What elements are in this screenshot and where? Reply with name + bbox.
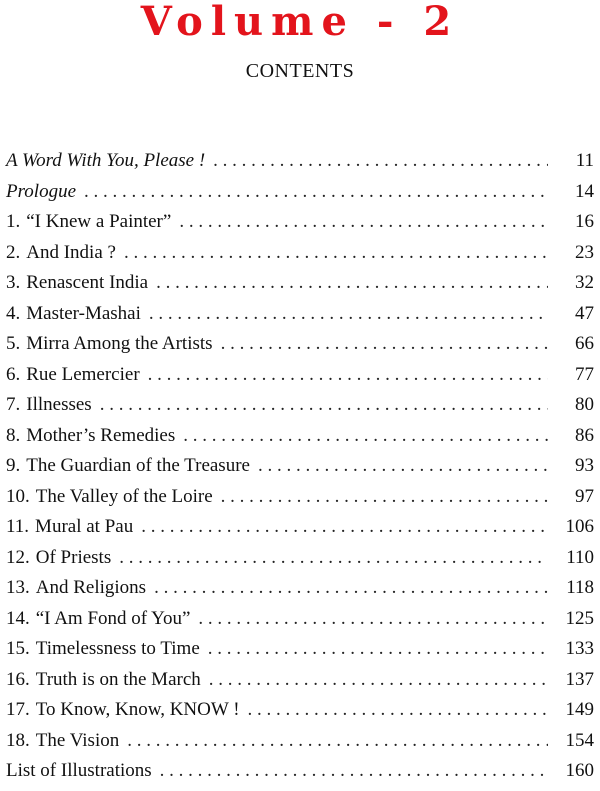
- toc-entry: [6, 272, 594, 303]
- toc-entry-title: And India ?: [26, 241, 116, 263]
- dot-leader: [221, 333, 548, 355]
- toc-entry-number: 14.: [6, 607, 30, 629]
- toc-entry-page: 149: [565, 699, 594, 720]
- toc-entry-page: 93: [575, 455, 594, 476]
- dot-leader: [183, 425, 548, 447]
- toc-entry-page: 47: [575, 302, 594, 324]
- toc-entry-page: 106: [565, 516, 594, 537]
- toc-entry: [6, 333, 594, 364]
- dot-leader: [148, 364, 548, 386]
- toc-entry-number: 3.: [6, 272, 21, 293]
- toc-entry-number: 1.: [6, 211, 21, 232]
- toc-entry-number: 13.: [6, 577, 30, 598]
- toc-entry-number: 9.: [6, 455, 21, 476]
- toc-entry: [6, 730, 594, 761]
- dot-leader: [209, 669, 548, 691]
- toc-entry-number: 16.: [6, 668, 30, 690]
- dot-leader: [248, 699, 548, 721]
- toc-entry: [6, 150, 594, 181]
- toc-entry: [6, 699, 594, 730]
- toc-entry: [6, 760, 594, 791]
- toc-entry-title: The Valley of the Loire: [35, 485, 213, 507]
- toc-entry-number: 4.: [6, 302, 21, 324]
- toc-entry-page: 154: [565, 729, 594, 751]
- volume-title: Volume - 2: [140, 0, 460, 45]
- toc-entry-page: 32: [575, 272, 594, 293]
- toc-entry: [6, 669, 594, 700]
- dot-leader: [100, 394, 548, 416]
- toc-entry-page: 14: [575, 180, 594, 202]
- toc-entry-number: 7.: [6, 394, 21, 415]
- toc-entry-number: 15.: [6, 638, 30, 659]
- toc-entry-title: “I Knew a Painter”: [26, 211, 172, 232]
- toc-entry-title: To Know, Know, KNOW !: [35, 699, 240, 720]
- toc-entry-page: 23: [575, 241, 594, 263]
- dot-leader: [179, 211, 548, 233]
- toc-entry-number: 5.: [6, 333, 21, 354]
- toc-entry-page: 125: [565, 607, 594, 629]
- toc-entry-title: Truth is on the March: [35, 668, 201, 690]
- toc-entry: [6, 425, 594, 456]
- toc-entry-title: “I Am Fond of You”: [35, 607, 191, 629]
- toc-entry-title: Illnesses: [26, 394, 92, 415]
- toc-entry-page: 11: [575, 150, 594, 171]
- dot-leader: [221, 486, 548, 508]
- toc-entry-number: 12.: [6, 546, 30, 568]
- toc-entry: [6, 608, 594, 639]
- toc-entry-title: Renascent India: [26, 272, 149, 293]
- dot-leader: [141, 516, 548, 538]
- toc-entry-number: 11.: [6, 516, 30, 537]
- table-of-contents: [6, 150, 594, 791]
- toc-entry-title: Mirra Among the Artists: [26, 333, 213, 354]
- dot-leader: [258, 455, 548, 477]
- dot-leader: [154, 577, 548, 599]
- toc-entry-number: 17.: [6, 699, 30, 720]
- dot-leader: [127, 730, 548, 752]
- dot-leader: [156, 272, 548, 294]
- dot-leader: [198, 608, 548, 630]
- toc-entry-number: 6.: [6, 363, 21, 385]
- toc-entry-page: 110: [566, 546, 594, 568]
- toc-entry: [6, 394, 594, 425]
- toc-entry-title: Rue Lemercier: [26, 363, 140, 385]
- toc-entry-title: Master-Mashai: [26, 302, 141, 324]
- toc-entry-title: The Guardian of the Treasure: [26, 455, 250, 476]
- toc-entry-number: 18.: [6, 729, 30, 751]
- toc-entry-title: Of Priests: [35, 546, 112, 568]
- dot-leader: [124, 242, 548, 264]
- toc-entry: [6, 638, 594, 669]
- toc-entry-page: 66: [575, 333, 594, 354]
- toc-entry-page: 97: [575, 485, 594, 507]
- toc-entry-title: Prologue: [6, 180, 77, 202]
- toc-entry: [6, 211, 594, 242]
- toc-entry-title: Timelessness to Time: [35, 638, 200, 659]
- contents-heading: CONTENTS: [245, 60, 355, 82]
- toc-entry-page: 137: [565, 668, 594, 690]
- toc-entry-title: Mother’s Remedies: [26, 424, 176, 446]
- toc-entry-number: 2.: [6, 241, 21, 263]
- toc-entry: [6, 364, 594, 395]
- toc-entry: [6, 486, 594, 517]
- toc-entry: [6, 577, 594, 608]
- toc-entry-title: List of Illustrations: [6, 760, 152, 781]
- toc-entry-page: 16: [575, 211, 594, 232]
- toc-entry: [6, 455, 594, 486]
- toc-entry-number: 10.: [6, 485, 30, 507]
- toc-entry-page: 77: [575, 363, 594, 385]
- dot-leader: [208, 638, 548, 660]
- toc-entry: [6, 303, 594, 334]
- toc-entry-page: 80: [575, 394, 594, 415]
- dot-leader: [119, 547, 548, 569]
- toc-entry-page: 118: [566, 577, 594, 598]
- dot-leader: [84, 181, 548, 203]
- toc-entry-page: 86: [575, 424, 594, 446]
- dot-leader: [160, 760, 548, 782]
- toc-entry: [6, 181, 594, 212]
- toc-entry: [6, 547, 594, 578]
- toc-entry-title: Mural at Pau: [35, 516, 134, 537]
- toc-entry-number: 8.: [6, 424, 21, 446]
- toc-entry-title: A Word With You, Please !: [6, 150, 206, 171]
- toc-entry-title: And Religions: [35, 577, 147, 598]
- toc-entry: [6, 242, 594, 273]
- dot-leader: [213, 150, 548, 172]
- dot-leader: [149, 303, 548, 325]
- toc-entry-page: 133: [565, 638, 594, 659]
- toc-entry: [6, 516, 594, 547]
- toc-entry-title: The Vision: [35, 729, 120, 751]
- toc-entry-page: 160: [565, 760, 594, 781]
